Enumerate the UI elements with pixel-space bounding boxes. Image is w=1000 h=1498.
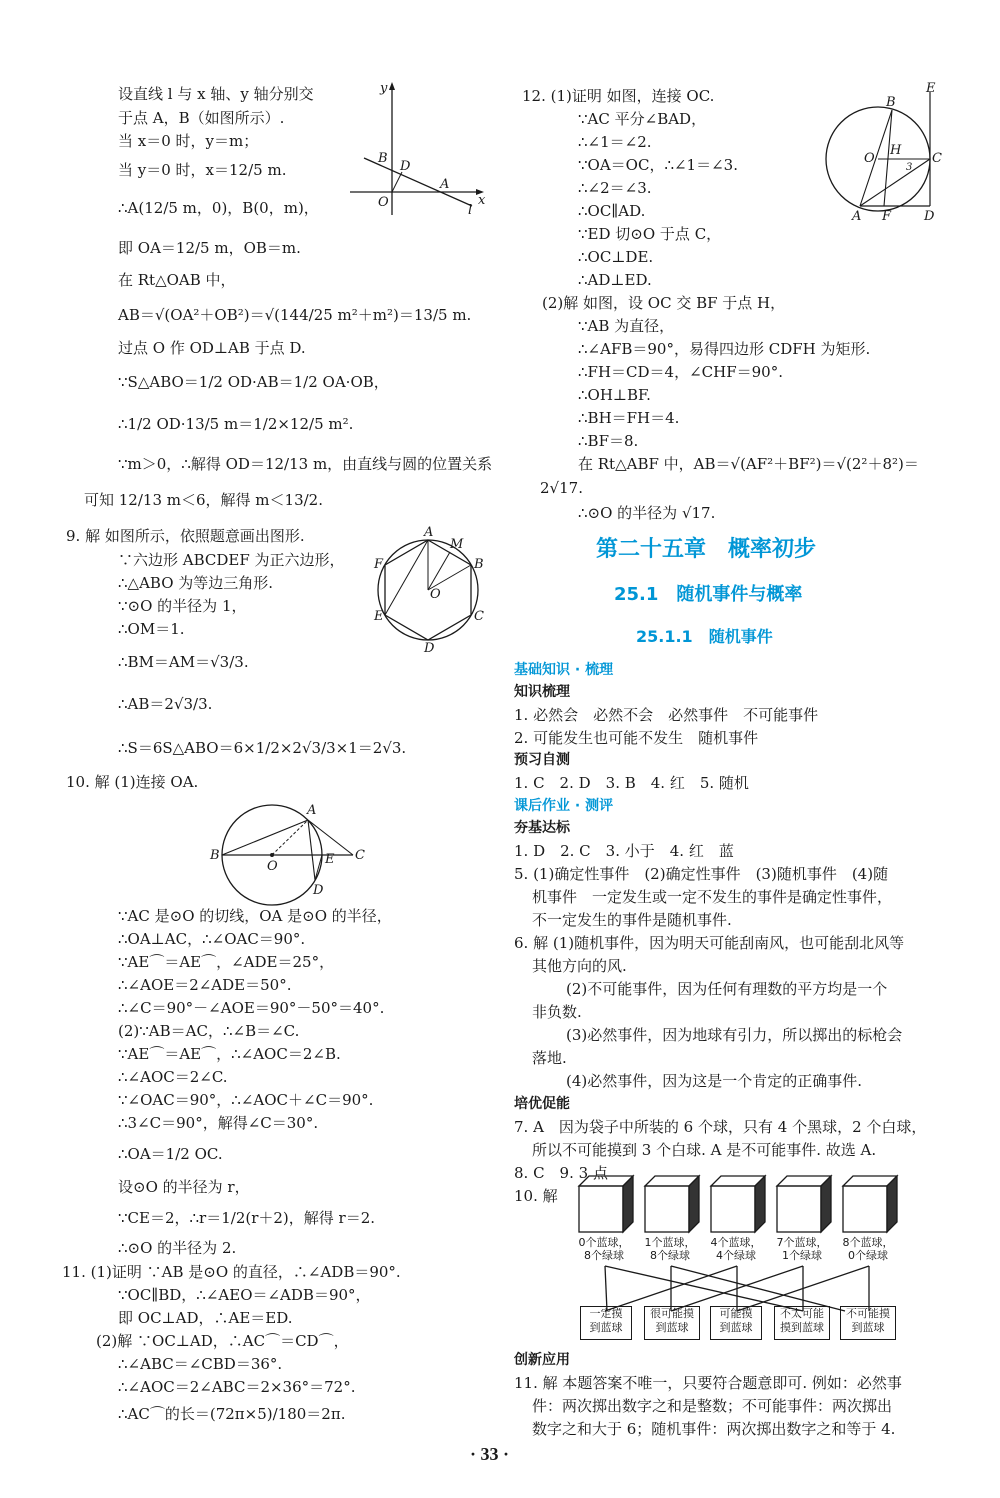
text-line: 9. 解 如图所示，依照题意画出图形. [66, 527, 305, 545]
text-line: ∴OH⊥BF. [578, 386, 651, 404]
text-line: 8. C 9. 3 点 [514, 1164, 608, 1182]
text-line: ∵AC 平分∠BAD， [578, 110, 707, 128]
text-line: ∴∠AOC＝2∠ABC＝2×36°＝72°. [118, 1378, 356, 1396]
text-line: (2)解 ∵OC⊥AD，∴AC⌒＝CD⌒， [96, 1332, 349, 1350]
text-line: 可知 12/13 m＜6，解得 m＜13/2. [84, 491, 323, 509]
svg-text:B: B [210, 848, 220, 863]
text-line: ∵CE＝2，∴r＝1/2(r＋2)，解得 r＝2. [118, 1209, 376, 1227]
text-line: (2)∵AB＝AC，∴∠B＝∠C. [118, 1022, 300, 1040]
text-line: ∴AC⌒的长＝(72π×5)/180＝2π. [118, 1405, 346, 1423]
svg-text:B: B [886, 95, 896, 110]
text-line: 数字之和大于 6；随机事件：两次掷出数字之和等于 4. [532, 1420, 896, 1438]
text-line: 12. (1)证明 如图，连接 OC. [522, 87, 715, 105]
text-line: ∴∠AOE＝2∠ADE＝50°. [118, 976, 292, 994]
heading-preview-test: 预习自测 [514, 752, 570, 768]
text-line: AB＝√(OA²＋OB²)＝√(144/25 m²＋m²)＝13/5 m. [118, 306, 472, 324]
text-line: 当 y＝0 时，x＝12/5 m. [118, 161, 287, 179]
svg-text:O: O [267, 859, 278, 874]
text-line: ∴OC⊥DE. [578, 248, 654, 266]
text-line: 11. (1)证明 ∵AB 是⊙O 的直径，∴∠ADB＝90°. [62, 1263, 401, 1281]
svg-text:B: B [474, 557, 484, 572]
text-line: ∴FH＝CD＝4，∠CHF＝90°. [578, 363, 783, 381]
text-line: ∵OC∥BD，∴∠AEO＝∠ADB＝90°， [118, 1286, 371, 1304]
svg-text:x: x [478, 193, 486, 208]
svg-text:E: E [926, 81, 936, 96]
text-line: 当 x＝0 时，y＝m； [118, 132, 259, 150]
text-line: ∴∠AFB＝90°，易得四边形 CDFH 为矩形. [578, 340, 871, 358]
text-line: 不一定发生的事件是随机事件. [532, 911, 732, 929]
svg-text:C: C [474, 609, 484, 624]
svg-text:y: y [380, 81, 388, 96]
svg-text:D: D [313, 883, 324, 898]
figure-circle-rectangle [820, 81, 950, 224]
text-line: 5. (1)确定性事件 (2)确定性事件 (3)随机事件 (4)随 [514, 865, 889, 883]
text-line: 1. 必然会 必然不会 必然事件 不可能事件 [514, 706, 819, 724]
svg-text:O: O [430, 587, 441, 602]
text-line: ∴∠2＝∠3. [578, 179, 652, 197]
section-title: 25.1 随机事件与概率 [614, 584, 803, 605]
text-line: ∵S△ABO＝1/2 OD·AB＝1/2 OA·OB， [118, 373, 389, 391]
text-line: 10. 解 [514, 1187, 558, 1205]
text-line: ∴S＝6S△ABO＝6×1/2×2√3/3×1＝2√3. [118, 739, 407, 757]
text-line: ∴OA⊥AC，∴∠OAC＝90°. [118, 930, 306, 948]
text-line: ∴∠ABC＝∠CBD＝36°. [118, 1355, 283, 1373]
cube-caption: 0个蓝球， 8个绿球 [578, 1236, 630, 1262]
text-line: 在 Rt△ABF 中，AB＝√(AF²＋BF²)＝√(2²＋8²)＝ [578, 455, 919, 473]
text-line: 机事件 一定发生或一定不发生的事件是确定性事件， [532, 888, 893, 906]
text-line: ∴BM＝AM＝√3/3. [118, 653, 249, 671]
text-line: ∵六边形 ABCDEF 为正六边形， [118, 551, 345, 569]
svg-text:D: D [424, 641, 435, 656]
text-line: ∴OC∥AD. [578, 202, 646, 220]
text-line: 落地. [532, 1049, 567, 1067]
heading-basic-knowledge: 基础知识 · 梳理 [514, 662, 614, 678]
text-line: 所以不可能摸到 3 个白球. A 是不可能事件. 故选 A. [532, 1141, 877, 1159]
svg-text:E: E [374, 609, 384, 624]
text-line: ∴△ABO 为等边三角形. [118, 574, 274, 592]
heading-foundation: 夯基达标 [514, 820, 570, 836]
text-line: ∴∠AOC＝2∠C. [118, 1068, 228, 1086]
svg-text:D: D [400, 159, 411, 174]
text-line: 在 Rt△OAB 中， [118, 271, 236, 289]
svg-text:A: A [852, 209, 862, 224]
text-line: ∵AE⌒＝AE⌒，∠ADE＝25°， [118, 953, 335, 971]
text-line: 10. 解 (1)连接 OA. [66, 773, 199, 791]
text-line: ∵AC 是⊙O 的切线，OA 是⊙O 的半径， [118, 907, 392, 925]
text-line: (2)不可能事件，因为任何有理数的平方均是一个 [566, 980, 888, 998]
heading-knowledge-review: 知识梳理 [514, 684, 570, 700]
text-line: 2√17. [540, 479, 583, 497]
svg-text:D: D [924, 209, 935, 224]
text-line: 1. C 2. D 3. B 4. 红 5. 随机 [514, 774, 749, 792]
text-line: 1. D 2. C 3. 小于 4. 红 蓝 [514, 842, 734, 860]
svg-text:O: O [378, 195, 389, 210]
text-line: 7. A 因为袋子中所装的 6 个球，只有 4 个黑球，2 个白球， [514, 1118, 927, 1136]
svg-text:F: F [374, 557, 384, 572]
text-line: 件：两次掷出数字之和是整数；不可能事件：两次掷出 [532, 1397, 893, 1415]
cube-caption: 7个蓝球， 1个绿球 [776, 1236, 828, 1262]
svg-text:E: E [325, 852, 335, 867]
text-line: ∵ED 切⊙O 于点 C， [578, 225, 722, 243]
text-line: 于点 A，B（如图所示）. [118, 109, 285, 127]
svg-text:O: O [864, 151, 875, 166]
svg-text:C: C [355, 848, 365, 863]
figure-line-axes [340, 80, 490, 220]
svg-text:F: F [882, 209, 892, 224]
svg-text:A: A [424, 525, 434, 540]
page-number: · 33 · [470, 1444, 510, 1464]
cube-caption: 8个蓝球， 0个绿球 [842, 1236, 894, 1262]
outcome-box: 可能摸 到蓝球 [710, 1306, 762, 1340]
text-line: (4)必然事件，因为这是一个肯定的正确事件. [566, 1072, 863, 1090]
text-line: ∴⊙O 的半径为 2. [118, 1239, 237, 1257]
svg-text:3: 3 [906, 162, 913, 173]
outcome-box: 一定摸 到蓝球 [580, 1306, 632, 1340]
text-line: ∵∠OAC＝90°，∴∠AOC＋∠C＝90°. [118, 1091, 374, 1109]
text-line: 2. 可能发生也可能不发生 随机事件 [514, 729, 759, 747]
text-line: ∴A(12/5 m，0)，B(0，m)， [118, 199, 319, 217]
text-line: ∴1/2 OD·13/5 m＝1/2×12/5 m². [118, 415, 354, 433]
heading-homework: 课后作业 · 测评 [514, 798, 614, 814]
text-line: ∵⊙O 的半径为 1， [118, 597, 247, 615]
text-line: ∴⊙O 的半径为 √17. [578, 504, 716, 522]
text-line: 非负数. [532, 1003, 582, 1021]
text-line: 设直线 l 与 x 轴、y 轴分别交 [118, 85, 314, 103]
svg-text:C: C [932, 151, 942, 166]
text-line: ∴OM＝1. [118, 620, 185, 638]
figure-hexagon [372, 524, 492, 656]
outcome-box: 不可能摸 到蓝球 [840, 1306, 896, 1340]
svg-text:l: l [468, 203, 473, 218]
cube-caption: 1个蓝球， 8个绿球 [644, 1236, 696, 1262]
text-line: 6. 解 (1)随机事件，因为明天可能刮南风，也可能刮北风等 [514, 934, 905, 952]
chapter-title: 第二十五章 概率初步 [596, 537, 817, 562]
svg-text:H: H [890, 143, 902, 158]
svg-text:A: A [307, 803, 317, 818]
figure-circle-tangent [205, 800, 375, 910]
heading-advanced: 培优促能 [514, 1096, 570, 1112]
text-line: ∵OA＝OC，∴∠1＝∠3. [578, 156, 738, 174]
svg-text:A: A [440, 177, 450, 192]
text-line: ∴BH＝FH＝4. [578, 409, 680, 427]
text-line: (2)解 如图，设 OC 交 BF 于点 H， [542, 294, 786, 312]
text-line: 即 OA＝12/5 m，OB＝m. [118, 239, 301, 257]
text-line: ∴BF＝8. [578, 432, 639, 450]
text-line: 其他方向的风. [532, 957, 627, 975]
text-line: ∵AB 为直径， [578, 317, 675, 335]
svg-text:B: B [378, 151, 388, 166]
text-line: 11. 解 本题答案不唯一，只要符合题意即可. 例如：必然事 [514, 1374, 902, 1392]
subsection-title: 25.1.1 随机事件 [636, 627, 773, 646]
text-line: ∴OA＝1/2 OC. [118, 1145, 223, 1163]
svg-text:M: M [450, 537, 464, 552]
cube-caption: 4个蓝球， 4个绿球 [710, 1236, 762, 1262]
text-line: 过点 O 作 OD⊥AB 于点 D. [118, 339, 306, 357]
text-line: ∵m＞0，∴解得 OD＝12/13 m，由直线与圆的位置关系 [118, 455, 493, 473]
text-line: ∵AE⌒＝AE⌒，∴∠AOC＝2∠B. [118, 1045, 341, 1063]
text-line: ∴AB＝2√3/3. [118, 695, 213, 713]
text-line: 即 OC⊥AD，∴AE＝ED. [118, 1309, 293, 1327]
text-line: 设⊙O 的半径为 r， [118, 1178, 250, 1196]
text-line: ∴AD⊥ED. [578, 271, 652, 289]
heading-innovation: 创新应用 [514, 1352, 570, 1368]
text-line: ∴∠1＝∠2. [578, 133, 652, 151]
text-line: (3)必然事件，因为地球有引力，所以掷出的标枪会 [566, 1026, 903, 1044]
outcome-box: 很可能摸 到蓝球 [644, 1306, 700, 1340]
text-line: ∴∠C＝90°－∠AOE＝90°－50°＝40°. [118, 999, 385, 1017]
text-line: ∴3∠C＝90°，解得∠C＝30°. [118, 1114, 319, 1132]
outcome-box: 不太可能 摸到蓝球 [774, 1306, 830, 1340]
